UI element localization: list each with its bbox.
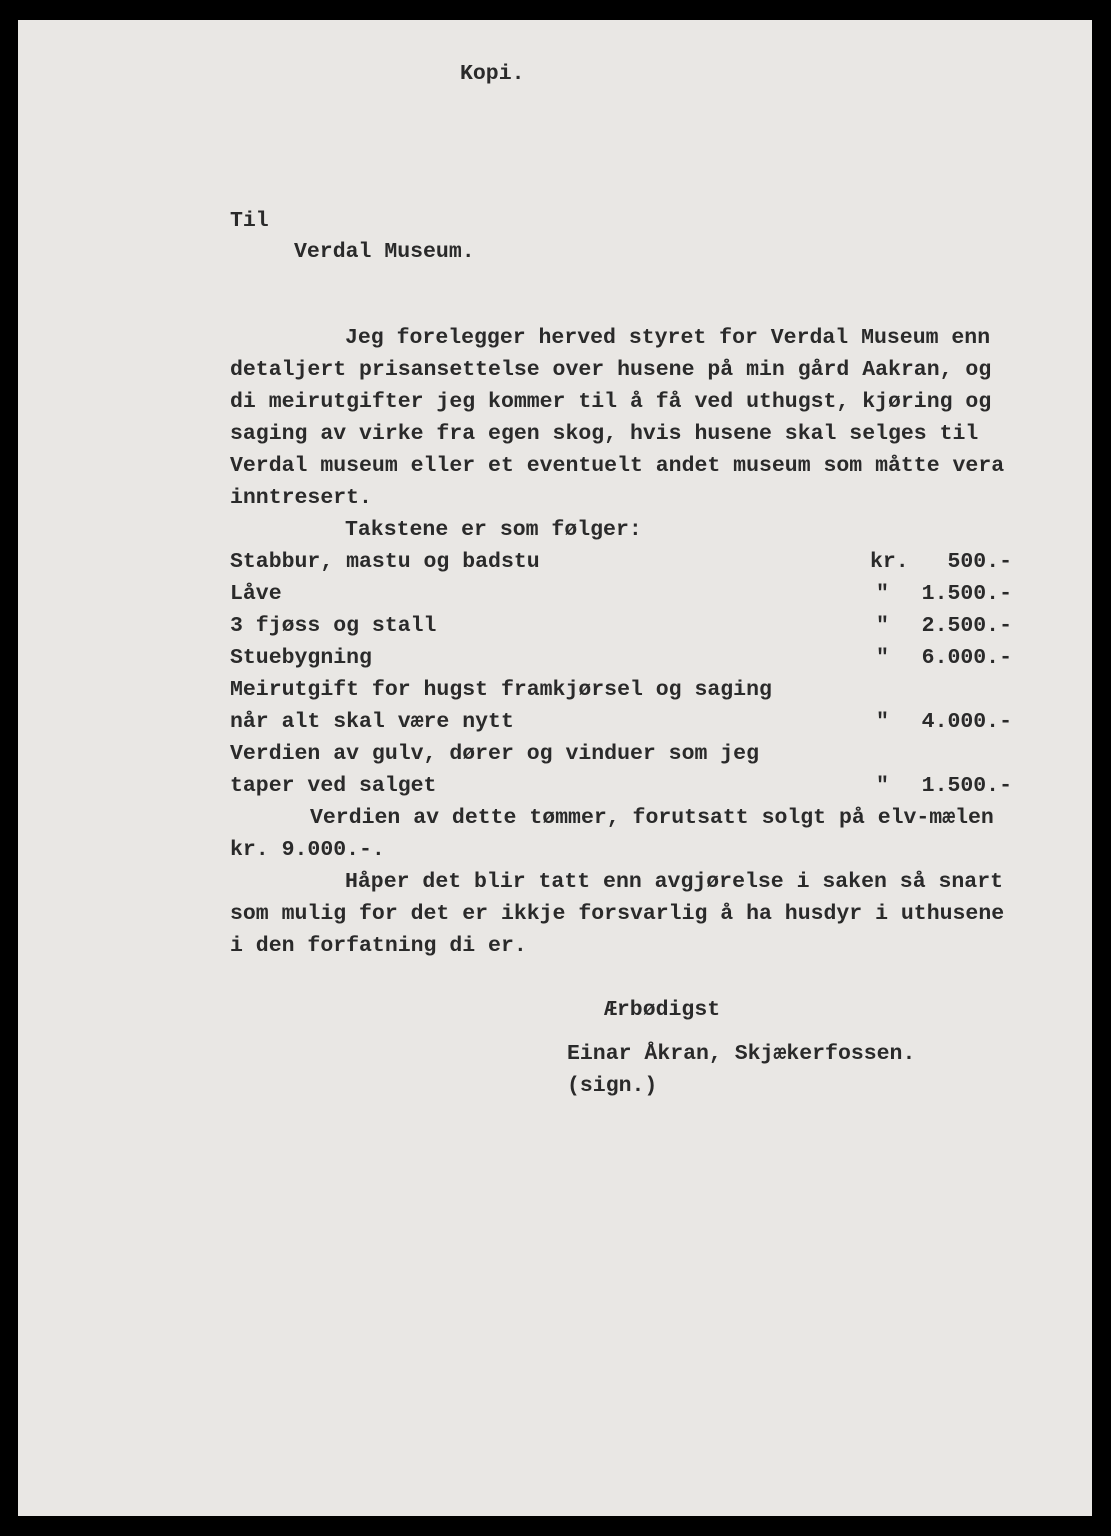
body-line: detaljert prisansettelse over husene på min gård Aakran, og <box>230 358 992 382</box>
timber-line: kr. 9.000.-. <box>230 838 385 862</box>
signoff-name: Einar Åkran, Skjækerfossen. <box>567 1042 916 1066</box>
table-intro: Takstene er som følger: <box>345 518 642 542</box>
item-amount: 2.500.- <box>921 614 1012 638</box>
closing-line: i den forfatning di er. <box>230 934 527 958</box>
addressee-to: Til <box>230 209 269 233</box>
document-page <box>18 20 1092 1516</box>
item-label: når alt skal være nytt <box>230 710 514 734</box>
item-amount: 500.- <box>947 550 1012 574</box>
body-line: inntresert. <box>230 486 372 510</box>
body-line: Jeg forelegger herved styret for Verdal Museum enn <box>345 326 991 350</box>
item-label: Stuebygning <box>230 646 372 670</box>
closing-line: som mulig for det er ikkje forsvarlig å ha husdyr i uthusene <box>230 902 1005 926</box>
item-amount: 4.000.- <box>921 710 1012 734</box>
item-label: 3 fjøss og stall <box>230 614 437 638</box>
item-label: Meirutgift for hugst framkjørsel og saging <box>230 678 772 702</box>
body-line: saging av virke fra egen skog, hvis husene skal selges til <box>230 422 979 446</box>
item-label: Stabbur, mastu og badstu <box>230 550 540 574</box>
item-amount: 6.000.- <box>921 646 1012 670</box>
item-amount: 1.500.- <box>921 582 1012 606</box>
item-unit: " <box>876 774 889 798</box>
item-label: Verdien av gulv, dører og vinduer som jeg <box>230 742 759 766</box>
copy-header: Kopi. <box>460 62 525 86</box>
signoff-greeting: Ærbødigst <box>604 998 721 1022</box>
item-unit: " <box>876 614 889 638</box>
item-amount: 1.500.- <box>921 774 1012 798</box>
signoff-sign: (sign.) <box>567 1074 658 1098</box>
body-line: di meirutgifter jeg kommer til å få ved uthugst, kjøring og <box>230 390 992 414</box>
item-unit: " <box>876 582 889 606</box>
item-unit: " <box>876 710 889 734</box>
item-label: Låve <box>230 582 282 606</box>
closing-line: Håper det blir tatt enn avgjørelse i saken så snart <box>345 870 1004 894</box>
timber-line: Verdien av dette tømmer, forutsatt solgt på elv-mælen <box>310 806 994 830</box>
item-unit: " <box>876 646 889 670</box>
body-line: Verdal museum eller et eventuelt andet museum som måtte vera <box>230 454 1005 478</box>
addressee-name: Verdal Museum. <box>294 240 475 264</box>
item-unit: kr. <box>870 550 909 574</box>
item-label: taper ved salget <box>230 774 437 798</box>
